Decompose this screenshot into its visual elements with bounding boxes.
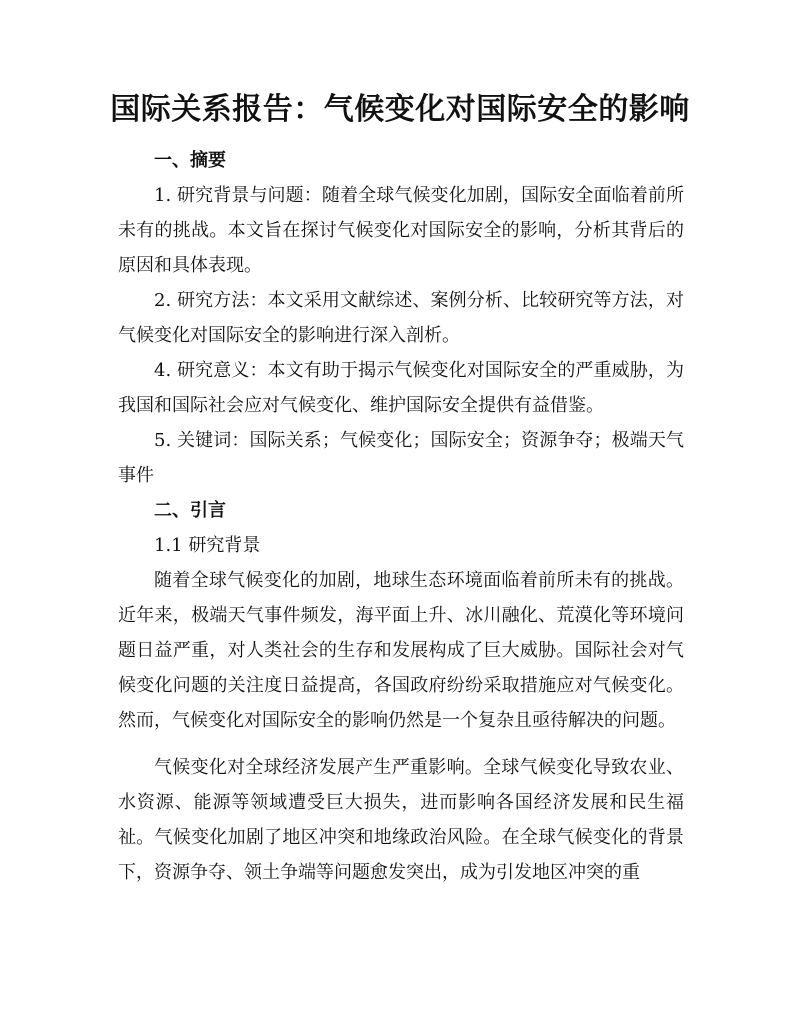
paragraph: 4. 研究意义：本文有助于揭示气候变化对国际安全的严重威胁，为我国和国际社会应对气候变化、维护国际安全提供有益借鉴。 (118, 360, 684, 416)
document-title: 国际关系报告：气候变化对国际安全的影响 (110, 92, 690, 127)
section-heading-introduction: 二、引言 (154, 500, 226, 521)
paragraph: 1. 研究背景与问题：随着全球气候变化加剧，国际安全面临着前所未有的挑战。本文旨在探讨气候变化对国际安全的影响，分析其背后的原因和具体表现。 (118, 185, 684, 276)
section-heading-abstract: 一、摘要 (154, 150, 226, 171)
paragraph: 5. 关键词：国际关系；气候变化；国际安全；资源争夺；极端天气事件 (118, 430, 684, 486)
paragraph: 气候变化对全球经济发展产生严重影响。全球气候变化导致农业、水资源、能源等领域遭受巨大损失，进而影响各国经济发展和民生福祉。气候变化加剧了地区冲突和地缘政治风险。在全球气候变化的背景下，资源争夺、领土争端等问题愈发突出，成为引发地区冲突的重 (118, 757, 684, 883)
paragraph: 2. 研究方法：本文采用文献综述、案例分析、比较研究等方法，对气候变化对国际安全的影响进行深入剖析。 (118, 290, 684, 346)
paragraph: 随着全球气候变化的加剧，地球生态环境面临着前所未有的挑战。近年来，极端天气事件频发，海平面上升、冰川融化、荒漠化等环境问题日益严重，对人类社会的生存和发展构成了巨大威胁。国际社会对气候变化问题的关注度日益提高，各国政府纷纷采取措施应对气候变化。然而，气候变化对国际安全的影响仍然是一个复杂且亟待解决的问题。 (118, 570, 684, 731)
subsection-heading-background: 1.1 研究背景 (154, 535, 261, 556)
document-body (118, 143, 684, 890)
